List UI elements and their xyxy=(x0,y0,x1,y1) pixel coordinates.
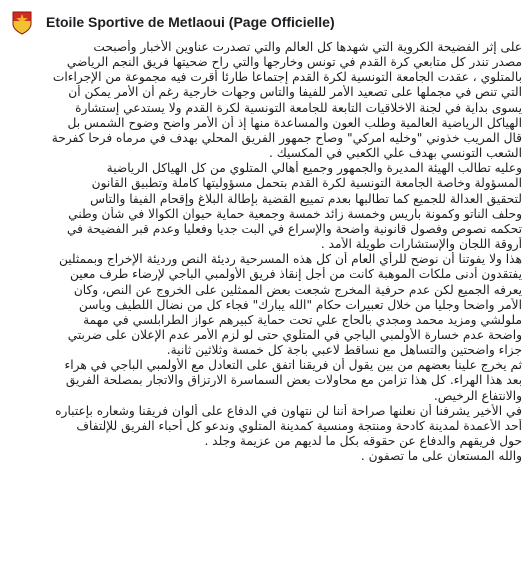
post-line: الشعب التونسي بهدف علي الكعبي في المكسيك . xyxy=(268,146,522,161)
page-name-link[interactable]: Etoile Sportive de Metlaoui (Page Officielle) xyxy=(46,14,335,30)
post-header xyxy=(0,0,530,40)
post-line: قال المريب خذوني "وخليه امركي" وصاح جمهور الفريق المحلي بهدف في مرماه فرحا كفرحة xyxy=(51,130,522,145)
post-line: تحكمه نصوص وفصول قانونية واضحة والإسراع في البت جديا وفعليا وعدم قبر الفضيحة في xyxy=(66,221,522,236)
post-line: في الأخير يشرفنا أن نعلنها صراحة أننا لن نتهاون في الدفاع على ألوان فريقنا وشعاره بإعتباره xyxy=(55,403,522,418)
post-line: أروقة اللجان والإستشارات طويلة الأمد . xyxy=(320,237,522,252)
post-line: لتحقيق العدالة للجميع كما تطالبها بعدم تمييع القضية بإطالة البلاغ وإقحام الفيفا والتاس xyxy=(90,191,522,206)
post-line: والله المستعان على ما تصفون . xyxy=(360,449,522,464)
post-line: جزاء واضحتين والتساهل مع نساقط لاعبي باجة كل خمسة وثلاثين ثانية. xyxy=(166,343,522,358)
post-line: بالمتلوي ، عقدت الجامعة التونسية لكرة القدم إجتماعا طارئا أقرت فيه مجموعة من الإجراءات xyxy=(52,70,522,85)
post-line: على إثر الفضيحة الكروية التي شهدها كل العالم والتي تصدرت عناوين الأخبار وأصبحت xyxy=(93,40,522,54)
post-line: مصدر تندر كل متابعي كرة القدم في تونس وخارجها والتي راح ضحيتها فريق النجم الرياضي xyxy=(66,55,522,70)
post-line: هذا ولا يفوتنا أن نوضح للرأي العام أن كل هذه المسرحية رديئة النص ورديئة الإخراج وبممثلين xyxy=(58,252,522,267)
post-line: ثم يخرج علينا بعضهم من بين يقول أن فريقنا اتفق على التعادل مع الأولمبي الباجي في هراء xyxy=(64,358,522,373)
post-line: وحلف الناتو وكمونة باريس وخمسة زائد خمسة وجمعية حماية حيوان الكوالا في شأن وطني xyxy=(68,206,522,221)
post-line: ملولشي ومزيد محمد ومجدي بالحاج علي تحت حماية كبيرهم عواز الطرابلسي في مهمة xyxy=(83,312,522,327)
post-line: الهياكل الرياضية العالمية وطلب العون والمساعدة منها إذ أن الأمر واضح وضوح الشمس بل xyxy=(67,115,522,130)
post-line: واضحة عدم خسارة الأولمبي الباجي في المتلوي حتى لو لزم الأمر عدم الإعلان على ضربتي xyxy=(67,327,522,342)
club-crest-avatar[interactable] xyxy=(8,8,36,36)
post-line: يفتقدون أدنى ملكات الموهبة كانت من أجل إنقاذ فريق الأولمبي الباجي لإرضاء طرف معين xyxy=(70,267,522,282)
post-line: حول فريقهم والدفاع عن حقوقه بكل ما لديهم من عزيمة وجلد . xyxy=(204,434,522,449)
post-line: يعرفه الجميع لكن عدم حرفية المخرج شجعت بعض الممثلين على الخروج عن النص، وكان xyxy=(73,282,522,297)
post-line: أحد الأعمدة لمدينة كادحة ومنتجة ومنسية كمدينة المتلوي وندعو كل أحباء الفريق للإلتفاف xyxy=(76,418,522,433)
post-line: وعليه تطالب الهيئة المديرة والجمهور وجميع أهالي المتلوي من كل الهياكل الرياضية xyxy=(106,161,522,176)
post-line: يسوى بداية في لجنة الاخلاقيات التابعة للجامعة التونسية لكرة القدم ولا يستدعي إستشارة xyxy=(75,100,522,115)
post-line: التي تنص في مجملها على تصعيد الأمر للفيفا والتاس وجهات خارجية رغم أن الأمر يمكن أن xyxy=(68,85,522,100)
post-text xyxy=(0,40,530,464)
post-line: الأمر واضحا وجليا من خلال تعبيرات حكام "الله يبارك" فجاء كل من نضال اللطيف وياسن xyxy=(78,297,522,312)
post-line: المسؤولة وخاصة الجامعة التونسية لكرة القدم بتحمل مسؤوليتها كاملة وتطبيق القانون xyxy=(91,176,522,191)
post-line: والانتفاع الرخيص. xyxy=(433,388,522,403)
post-line: بعد هذا الهراء. كل هذا تزامن مع محاولات بعض السماسرة الارتزاق والاتجار بمصلحة الفريق xyxy=(65,373,522,388)
post-paragraphs xyxy=(8,40,522,464)
